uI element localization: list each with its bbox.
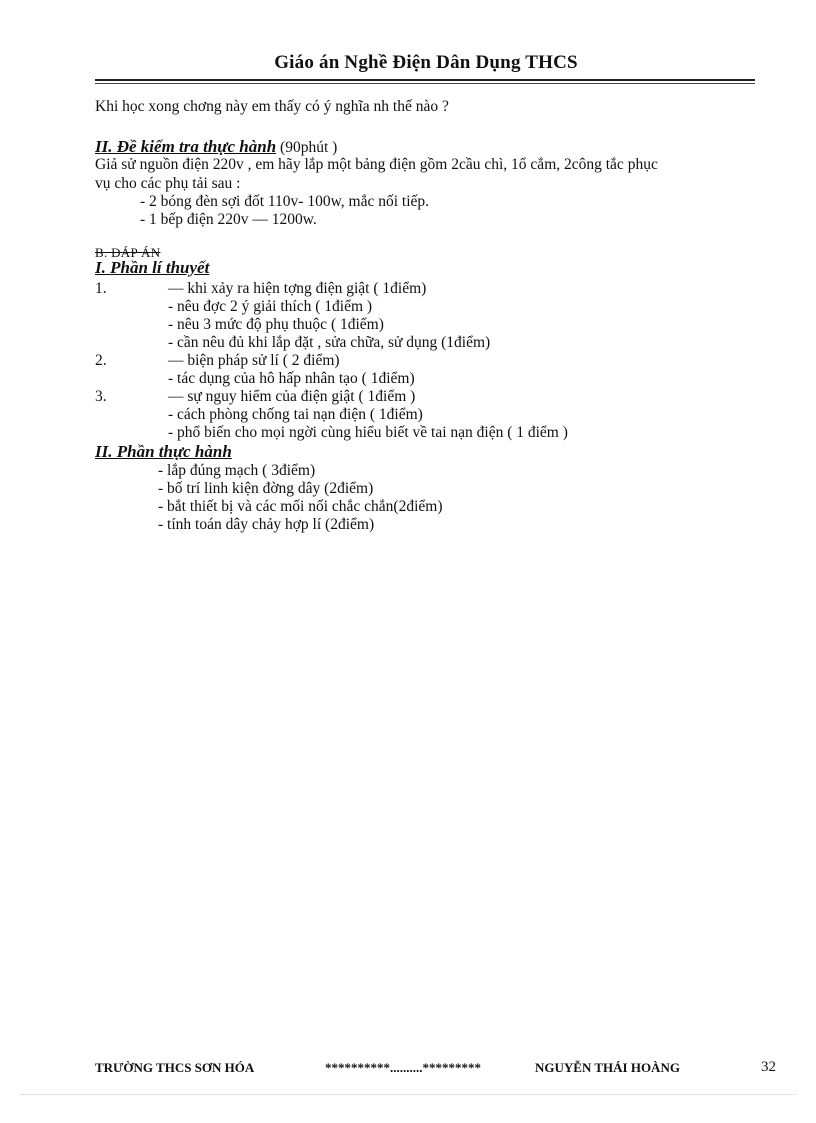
- practice-item-4: - tính toán dây chảy hợp lí (2điểm): [158, 516, 375, 533]
- answers-label: B. ĐÁP ÁN: [95, 245, 161, 260]
- section-2-duration: (90phút ): [276, 139, 338, 156]
- section-2-heading-line: [95, 137, 337, 157]
- answer-2b: - tác dụng của hô hấp nhân tạo ( 1điểm): [168, 370, 415, 387]
- answer-3a: — sự nguy hiểm của điện giật ( 1điểm ): [168, 388, 416, 405]
- section-2-heading: II. Đề kiểm tra thực hành: [95, 137, 277, 156]
- answer-number-2: 2.: [95, 352, 107, 369]
- page-number: 32: [761, 1059, 776, 1075]
- answer-2a: — biện pháp sử lí ( 2 điểm): [168, 352, 340, 369]
- section-2-item-1: - 2 bóng đèn sợi đốt 110v- 100w, mắc nối tiếp.: [140, 193, 430, 210]
- practice-item-1: - lắp đúng mạch ( 3điểm): [158, 462, 316, 479]
- answer-3c: - phổ biến cho mọi ngời cùng hiểu biết về tai nạn điện ( 1 điểm ): [168, 424, 568, 441]
- footer-author: NGUYỄN THÁI HOÀNG: [535, 1060, 680, 1075]
- question-line: Khi học xong chơng này em thấy có ý nghĩa nh thế nào ?: [95, 98, 449, 115]
- footer-school: TRƯỜNG THCS SƠN HÓA: [95, 1060, 255, 1075]
- answer-1c: - nêu 3 mức độ phụ thuộc ( 1điểm): [168, 316, 384, 333]
- footer-stars: **********..........*********: [325, 1060, 481, 1075]
- answer-1a: — khi xảy ra hiện tợng điện giật ( 1điểm): [168, 280, 427, 297]
- section-2-paragraph-2: vụ cho các phụ tải sau :: [95, 175, 241, 192]
- page-title: Giáo án Nghề Điện Dân Dụng THCS: [274, 52, 578, 73]
- theory-heading: I. Phần lí thuyết: [95, 258, 210, 277]
- page-bottom-divider: [20, 1094, 796, 1095]
- answer-number-1: 1.: [95, 280, 107, 297]
- answer-3b: - cách phòng chống tai nạn điện ( 1điểm): [168, 406, 423, 423]
- header-rule-thick: [95, 79, 755, 81]
- answer-1b: - nêu đợc 2 ý giải thích ( 1điểm ): [168, 298, 373, 315]
- header-rule-thin: [95, 83, 755, 84]
- section-2-item-2: - 1 bếp điện 220v — 1200w.: [140, 211, 317, 228]
- section-2-paragraph-1: Giả sử nguồn điện 220v , em hãy lắp một bảng điện gồm 2cầu chì, 1ổ cắm, 2công tắc phục: [95, 156, 658, 173]
- practice-item-2: - bố trí linh kiện đờng dây (2điểm): [158, 480, 374, 497]
- answer-number-3: 3.: [95, 388, 107, 405]
- practice-heading: II. Phần thực hành: [95, 442, 232, 461]
- practice-item-3: - bắt thiết bị và các mối nối chắc chắn(2điểm): [158, 498, 443, 515]
- answer-1d: - cần nêu đủ khi lắp đặt , sửa chữa, sử dụng (1điểm): [168, 334, 491, 351]
